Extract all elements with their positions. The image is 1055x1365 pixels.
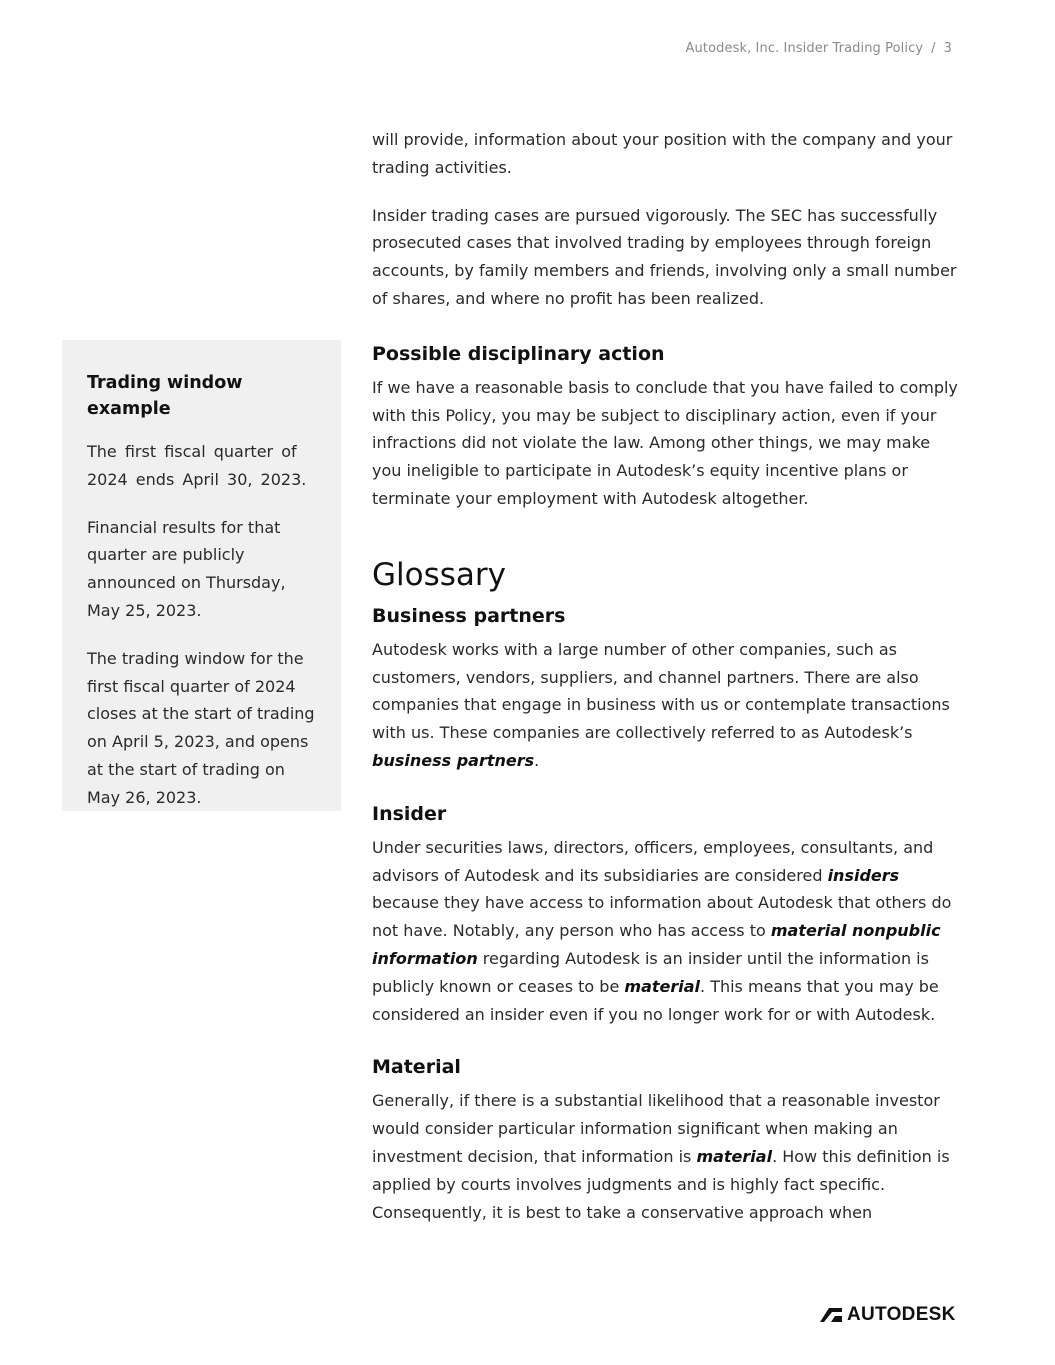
insider-text-2: because they have access to information about Autodesk that others do not have. Notably, any person who has access to: [372, 893, 952, 941]
material-body: [372, 1087, 962, 1226]
material-text-1: Generally, if there is a substantial likelihood that a reasonable investor would consider particular information significant when making an investment decision, that information is: [372, 1091, 940, 1166]
material-heading: Material: [372, 1056, 461, 1079]
term-material: material: [624, 976, 701, 996]
header-separator: /: [931, 41, 936, 56]
business-partners-heading: Business partners: [372, 604, 566, 627]
term-insiders: insiders: [827, 865, 900, 885]
disciplinary-heading: Possible disciplinary action: [372, 342, 665, 365]
document-title: Autodesk, Inc. Insider Trading Policy: [685, 41, 924, 56]
insider-body: [372, 834, 962, 1029]
business-partners-body: [372, 636, 962, 775]
callout-paragraph-3: The trading window for the first fiscal quarter of 2024 closes at the start of trading on April 5, 2023, and opens at the start of trading on May 26, 2023.: [87, 648, 315, 807]
disciplinary-body: If we have a reasonable basis to conclude that you have failed to comply with this Policy, you may be subject to disciplinary action, even if your infractions did not violate the law. Among other things, we may make you ineligible to participate in Autodesk’s equity incentive plans or terminate your employment with Autodesk altogether.: [372, 377, 958, 508]
insider-text-1: Under securities laws, directors, officers, employees, consultants, and advisors of Autodesk and its subsidiaries are considered: [372, 837, 934, 885]
main-content: [372, 126, 962, 1246]
term-material-definition: material: [696, 1146, 773, 1166]
intro-paragraph-2: Insider trading cases are pursued vigorously. The SEC has successfully prosecuted cases that involved trading by employees through foreign accounts, by family members and friends, involving only a small number of shares, and where no profit has been realized.: [372, 205, 957, 308]
callout-title: Trading window example: [87, 373, 243, 419]
autodesk-logo: [820, 1305, 956, 1325]
page-number: 3: [943, 41, 952, 56]
logo-wordmark: AUTODESK: [847, 1304, 956, 1325]
callout-paragraph-2: Financial results for that quarter are publicly announced on Thursday, May 25, 2023.: [87, 517, 286, 620]
callout-paragraph-1: The first fiscal quarter of 2024 ends April 30, 2023.: [87, 442, 307, 489]
business-partners-text: Autodesk works with a large number of other companies, such as customers, vendors, suppliers, and channel partners. There are also companies that engage in business with us or contemplate transactions with us. These companies are collectively referred to as Autodesk’s: [372, 639, 950, 743]
business-partners-end: .: [534, 750, 540, 770]
insider-text-3: regarding Autodesk is an insider until the information is publicly known or ceases to be: [372, 948, 929, 996]
insider-text-4: . This means that you may be considered an insider even if you no longer work for or with Autodesk.: [372, 976, 939, 1024]
intro-paragraph-1: will provide, information about your position with the company and your trading activities.: [372, 130, 953, 177]
term-business-partners: business partners: [372, 750, 535, 770]
insider-heading: Insider: [372, 802, 447, 825]
trading-window-example-callout: [62, 340, 341, 811]
glossary-title: Glossary: [372, 556, 506, 593]
material-text-2: . How this definition is applied by courts involves judgments and is highly fact specific. Consequently, it is best to take a conservative approach when: [372, 1146, 950, 1222]
page-header: [686, 41, 952, 56]
term-material-nonpublic-information: material nonpublic information: [372, 921, 941, 968]
autodesk-logo-icon: [820, 1308, 842, 1322]
